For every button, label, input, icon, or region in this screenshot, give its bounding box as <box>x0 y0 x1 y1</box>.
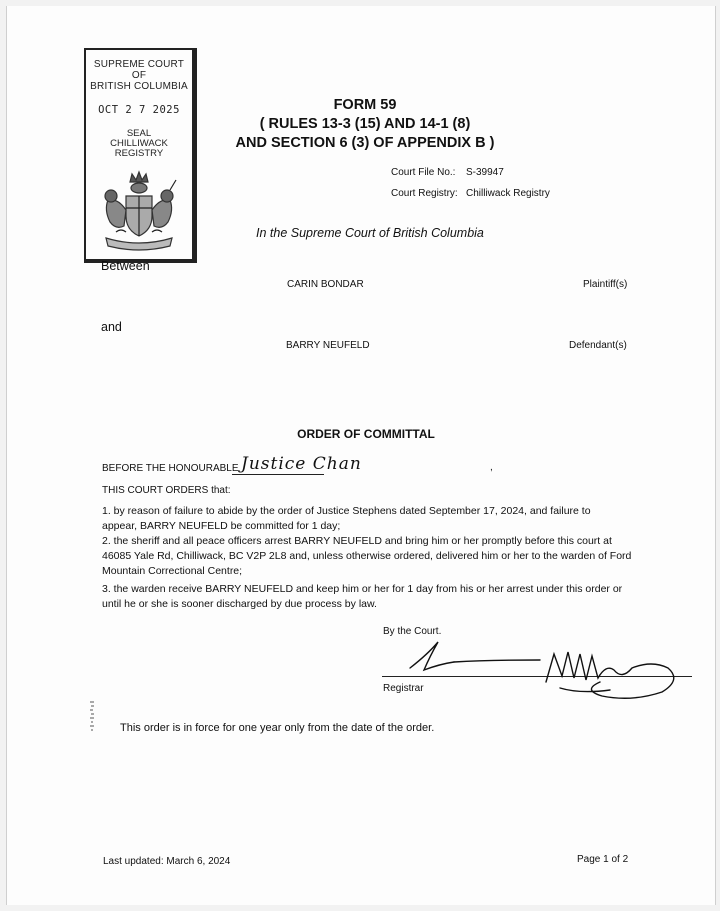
judge-name-line <box>232 474 324 475</box>
stamp-date: OCT 2 7 2025 <box>98 104 180 116</box>
order-item-1: 1. by reason of failure to abide by the order of Justice Stephens dated September 17, 2024, and failure to appear, BARRY NEUFELD be committed for 1 day; <box>102 505 591 532</box>
court-registry-label: Court Registry: <box>391 188 458 199</box>
plaintiff-role: Plaintiff(s) <box>583 279 628 290</box>
registrar-label: Registrar <box>383 683 424 694</box>
stamp-seal-line2: CHILLIWACK <box>110 138 168 149</box>
court-file-no-value: S-39947 <box>466 167 504 178</box>
stamp-court-line2: OF <box>131 70 147 81</box>
stamp-court-line3: BRITISH COLUMBIA <box>90 81 188 92</box>
before-honourable-label: BEFORE THE HONOURABLE <box>102 463 239 474</box>
royal-coat-of-arms-icon <box>96 170 182 252</box>
force-note: This order is in force for one year only from the date of the order. <box>120 722 435 734</box>
order-heading: ORDER OF COMMITTAL <box>297 427 435 441</box>
defendant-name: BARRY NEUFELD <box>286 340 370 351</box>
form-title-line3: AND SECTION 6 (3) OF APPENDIX B ) <box>235 135 495 151</box>
form-title <box>200 96 530 153</box>
page-number: Page 1 of 2 <box>577 854 629 865</box>
court-file-no-label: Court File No.: <box>391 167 456 178</box>
by-the-court: By the Court. <box>383 626 442 637</box>
form-title-line1: FORM 59 <box>333 97 397 113</box>
court-registry-stamp <box>84 48 197 263</box>
order-item-2: 2. the sheriff and all peace officers arrest BARRY NEUFELD and bring him or her promptly before this court at 46085 Yale Rd, Chilliwack, BC V2P 2L8 and, unless otherwise ordered, delivered him or her to the warden of Ford Mountain Correctional Centre; <box>102 535 632 577</box>
last-updated: Last updated: March 6, 2024 <box>103 856 231 867</box>
margin-annotation-icon <box>88 700 96 732</box>
between-label: Between <box>101 259 150 273</box>
form-title-line2: ( RULES 13-3 (15) AND 14-1 (8) <box>259 116 471 132</box>
defendant-role: Defendant(s) <box>569 340 627 351</box>
court-name: In the Supreme Court of British Columbia <box>256 226 484 240</box>
and-label: and <box>101 320 122 334</box>
stamp-seal-line3: REGISTRY <box>114 148 164 159</box>
orders-intro: THIS COURT ORDERS that: <box>102 485 231 496</box>
judge-comma: , <box>490 462 493 473</box>
court-registry-value: Chilliwack Registry <box>466 188 550 199</box>
stamp-seal-line1: SEAL <box>126 128 152 139</box>
stamp-court-line1: SUPREME COURT <box>93 59 185 70</box>
registrar-signature-icon <box>400 634 700 714</box>
judge-handwritten: Justice Chan <box>241 454 362 474</box>
order-item-3: 3. the warden receive BARRY NEUFELD and keep him or her for 1 day from his or her arrest under this order or until he or she is sooner discharged by due process by law. <box>102 583 623 610</box>
plaintiff-name: CARIN BONDAR <box>287 279 364 290</box>
